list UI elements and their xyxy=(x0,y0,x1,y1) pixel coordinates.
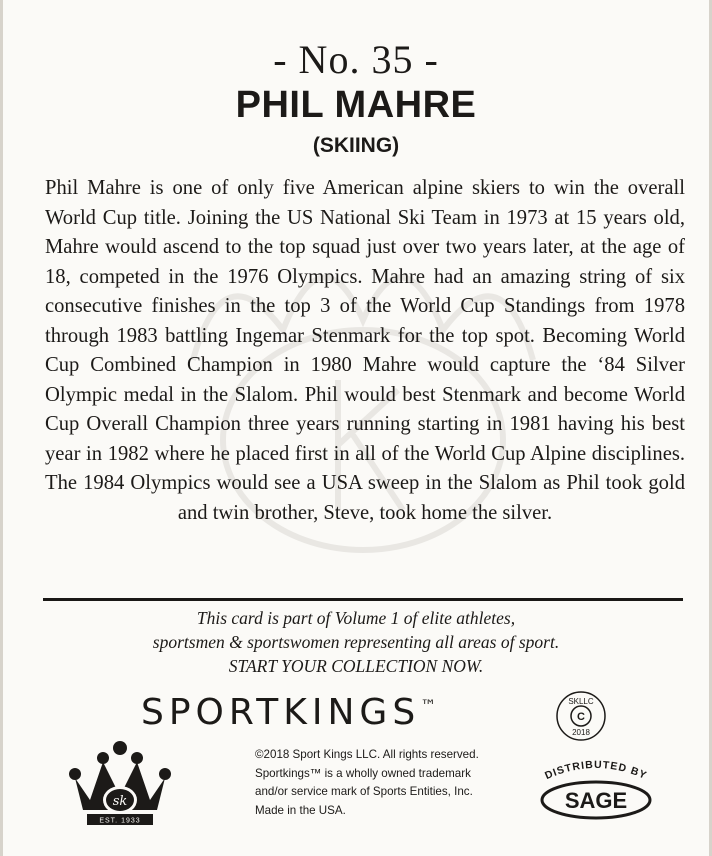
sage-text: SAGE xyxy=(564,788,628,813)
crown-initials: sk xyxy=(112,794,128,809)
trademark-symbol: ™ xyxy=(420,696,437,715)
promo-line-2: sportsmen & sportswomen representing all areas of sport. xyxy=(152,632,560,652)
sk-llc-seal-icon xyxy=(555,690,607,742)
athlete-sport: (SKIING) xyxy=(312,134,400,157)
sportkings-crown-logo xyxy=(65,738,175,826)
athlete-name: PHIL MAHRE xyxy=(235,84,477,126)
copyright-line-2: Sportkings™ is a wholly owned trademark xyxy=(255,766,471,780)
copyright-line-4: Made in the USA. xyxy=(255,803,346,817)
seal-year-text: 2018 xyxy=(572,728,590,737)
card-number: - No. 35 - xyxy=(273,37,439,82)
distributed-by-text: DISTRIBUTED BY xyxy=(543,758,649,783)
promo-line-3: START YOUR COLLECTION NOW. xyxy=(228,656,484,676)
sportkings-wordmark xyxy=(141,692,436,733)
promo-line-1: This card is part of Volume 1 of elite athletes, xyxy=(196,608,516,628)
wordmark-text: SPORTKINGS xyxy=(141,692,421,733)
copyright-line-3: and/or service mark of Sports Entities, Inc. xyxy=(255,785,473,798)
divider xyxy=(43,598,683,601)
seal-top-text: SKLLC xyxy=(568,697,594,706)
svg-text:DISTRIBUTED BY xyxy=(543,759,649,782)
sage-distributor-logo xyxy=(531,752,661,824)
crown-est: EST. 1933 xyxy=(99,817,141,825)
copyright-line-1: ©2018 Sport Kings LLC. All rights reserved. xyxy=(255,748,479,761)
athlete-bio: Phil Mahre is one of only five American alpine skiers to win the overall World Cup title. Joining the US National Ski Team in 1973 at 15 years old, Mahre would ascend to the top squad just over two years later, at the age of 18, competed in the 1976 Olympics. Mahre had an amazing string of six consecutive finishes in the top 3 of the World Cup Standings from 1978 through 1983 battling Ingemar Stenmark for the top spot. Becoming World Cup Combined Champion in 1980 Mahre would capture the ‘84 Silver Olympic medal in the Slalom. Phil would best Stenmark and become World Cup Overall Champion three years running starting in 1981 having his best year in 1982 where he placed first in all of the World Cup Alpine disciplines. The 1984 Olympics would see a USA sweep in the Slalom as Phil took gold and twin brother, Steve, took home the silver. xyxy=(45,177,685,524)
seal-mid-text: C xyxy=(577,711,585,723)
copyright-block xyxy=(255,746,515,820)
promo-text xyxy=(3,606,709,678)
